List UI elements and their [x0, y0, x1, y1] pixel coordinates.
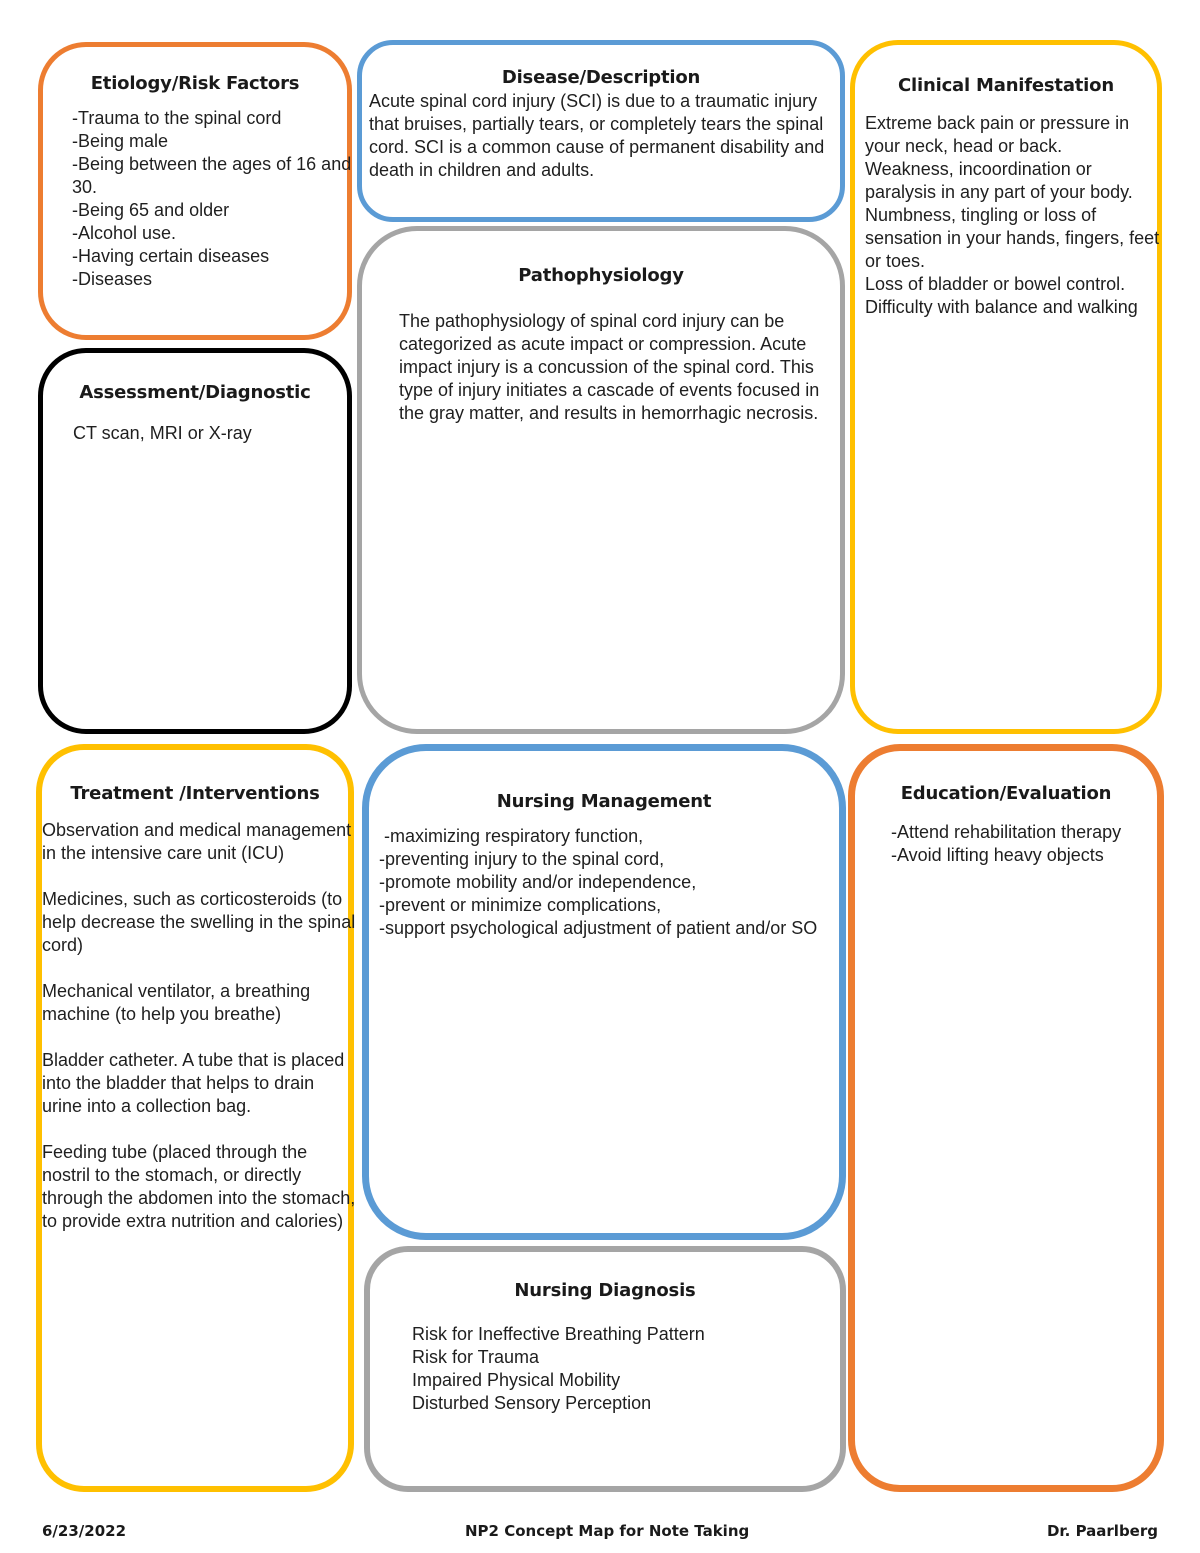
list-item: -Having certain diseases: [72, 246, 270, 266]
list-item: Impaired Physical Mobility: [412, 1370, 621, 1390]
list-item: -preventing injury to the spinal cord,: [379, 849, 665, 869]
list-item: Bladder catheter. A tube that is placed into the bladder that helps to drain urine into a collection bag.: [42, 1050, 345, 1116]
pathophysiology-box: [357, 226, 845, 734]
footer-title: NP2 Concept Map for Note Taking: [465, 1522, 750, 1540]
list-item: Loss of bladder or bowel control.: [865, 274, 1126, 294]
list-item: -prevent or minimize complications,: [379, 895, 662, 915]
list-item: -Being male: [72, 131, 169, 151]
etiology-box: [38, 42, 352, 340]
education-list: [891, 821, 1161, 867]
footer-author: Dr. Paarlberg: [1046, 1522, 1158, 1540]
nursing-diagnosis-box: [364, 1246, 846, 1492]
treatment-list: [42, 819, 358, 1233]
list-item: Numbness, tingling or loss of sensation in your hands, fingers, feet or toes.: [865, 205, 1160, 271]
list-item: Observation and medical management in the intensive care unit (ICU): [42, 820, 352, 863]
list-item: Feeding tube (placed through the nostril to the stomach, or directly through the abdomen into the stomach, to provide extra nutrition and calories): [42, 1142, 356, 1231]
list-item: Weakness, incoordination or paralysis in any part of your body.: [865, 159, 1133, 202]
list-item: Risk for Trauma: [412, 1347, 540, 1367]
nursing-diagnosis-list: [412, 1323, 832, 1415]
treatment-title: Treatment /Interventions: [70, 783, 320, 804]
list-item: Disturbed Sensory Perception: [412, 1393, 652, 1413]
education-title: Education/Evaluation: [900, 783, 1112, 804]
clinical-list: [865, 112, 1163, 319]
list-item: -Diseases: [72, 269, 153, 289]
list-item: Difficulty with balance and walking: [865, 297, 1138, 317]
disease-text: Acute spinal cord injury (SCI) is due to a traumatic injury that bruises, partially tears, or completely tears the spinal cord. SCI is a common cause of permanent disability and death in children and adults.: [369, 91, 825, 180]
assessment-text: CT scan, MRI or X-ray: [73, 423, 252, 443]
nursing-management-list: [379, 825, 849, 940]
list-item: Medicines, such as corticosteroids (to help decrease the swelling in the spinal cord): [42, 889, 356, 955]
pathophysiology-text: The pathophysiology of spinal cord injury can be categorized as acute impact or compression. Acute impact injury is a concussion of the spinal cord. This type of injury initiates a cascade of events focused in the gray matter, and results in hemorrhagic necrosis.: [399, 311, 820, 423]
list-item: Mechanical ventilator, a breathing machine (to help you breathe): [42, 981, 311, 1024]
education-box: [848, 744, 1164, 1492]
list-item: -Being 65 and older: [72, 200, 230, 220]
disease-box: [357, 40, 845, 222]
list-item: -Alcohol use.: [72, 223, 177, 243]
clinical-box: [850, 40, 1162, 734]
list-item: -Avoid lifting heavy objects: [891, 845, 1104, 865]
nursing-management-title: Nursing Management: [496, 791, 712, 812]
footer-date: 6/23/2022: [42, 1522, 127, 1540]
nursing-diagnosis-title: Nursing Diagnosis: [514, 1280, 696, 1301]
list-item: -Attend rehabilitation therapy: [891, 822, 1122, 842]
assessment-title: Assessment/Diagnostic: [79, 382, 311, 403]
etiology-list: [72, 107, 354, 291]
list-item: -maximizing respiratory function,: [379, 826, 644, 846]
list-item: -Trauma to the spinal cord: [72, 108, 282, 128]
nursing-management-box: [362, 744, 846, 1240]
assessment-box: [38, 348, 352, 734]
etiology-title: Etiology/Risk Factors: [90, 73, 300, 94]
list-item: -Being between the ages of 16 and 30.: [72, 154, 352, 197]
clinical-title: Clinical Manifestation: [898, 75, 1114, 96]
list-item: Risk for Ineffective Breathing Pattern: [412, 1324, 705, 1344]
list-item: -promote mobility and/or independence,: [379, 872, 697, 892]
treatment-box: [36, 744, 354, 1492]
pathophysiology-title: Pathophysiology: [518, 265, 684, 286]
list-item: -support psychological adjustment of patient and/or SO: [379, 918, 818, 938]
disease-title: Disease/Description: [501, 67, 701, 88]
list-item: Extreme back pain or pressure in your neck, head or back.: [865, 113, 1130, 156]
